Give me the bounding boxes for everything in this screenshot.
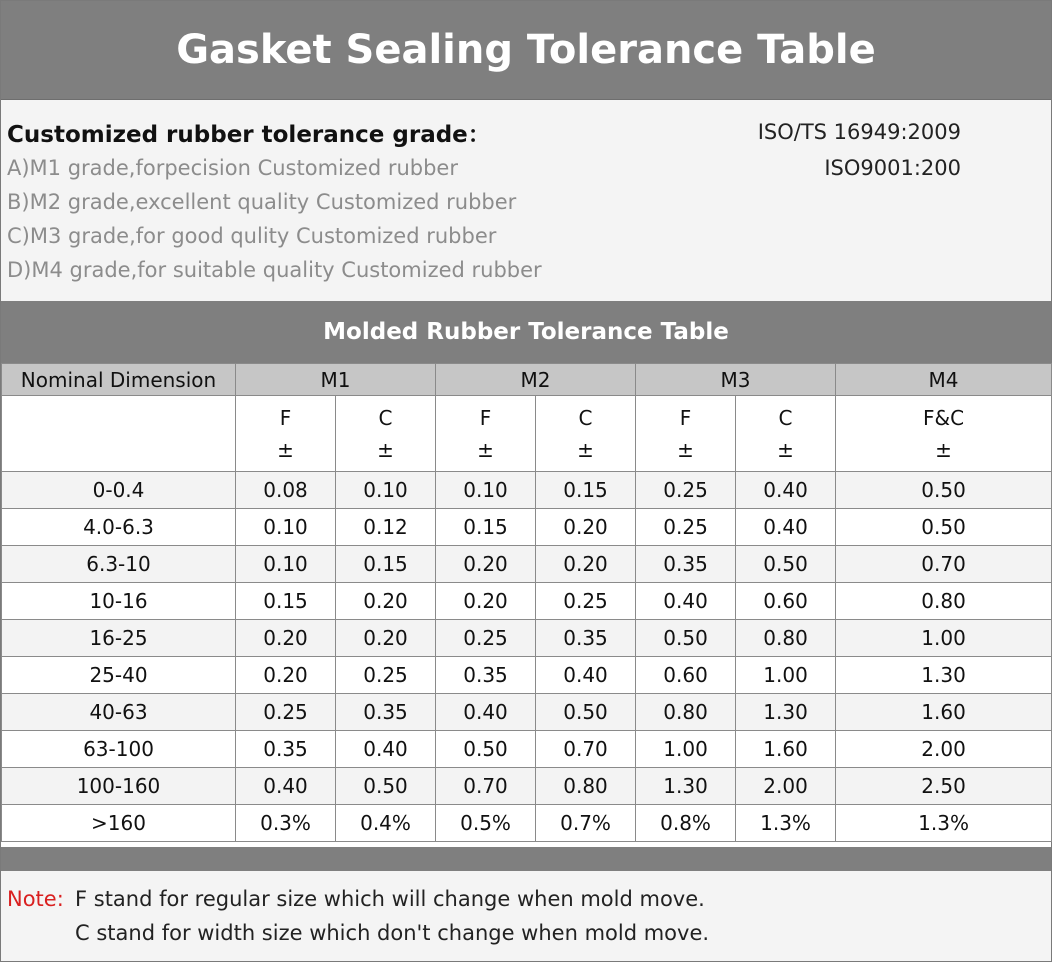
tolerance-cell: 0.20 [236, 657, 336, 694]
tolerance-cell: 0.20 [436, 583, 536, 620]
nominal-dimension-cell: 4.0-6.3 [2, 509, 236, 546]
tolerance-cell: 0.20 [336, 583, 436, 620]
tolerance-cell: 0.20 [536, 509, 636, 546]
tolerance-cell: 0.25 [636, 472, 736, 509]
grade-line-m3: C)M3 grade,for good qulity Customized rubber [7, 224, 497, 248]
plus-minus-sign: ± [677, 437, 694, 462]
sub-header-m3-f [636, 396, 736, 472]
tolerance-cell: 1.60 [736, 731, 836, 768]
grade-line-m4: D)M4 grade,for suitable quality Customized rubber [7, 258, 542, 282]
tolerance-cell: 0.25 [336, 657, 436, 694]
nominal-dimension-cell: >160 [2, 805, 236, 842]
tolerance-cell: 2.00 [836, 731, 1052, 768]
sub-header-blank [2, 396, 236, 472]
note-line-c: C stand for width size which don't change when mold move. [75, 921, 710, 945]
table-row [2, 657, 1052, 694]
nominal-dimension-cell: 0-0.4 [2, 472, 236, 509]
tolerance-cell: 1.3% [736, 805, 836, 842]
tolerance-cell: 0.12 [336, 509, 436, 546]
nominal-dimension-cell: 100-160 [2, 768, 236, 805]
grade-info-panel [1, 100, 1051, 301]
nominal-dimension-header: Nominal Dimension [2, 364, 236, 396]
tolerance-cell: 0.40 [636, 583, 736, 620]
tolerance-cell: 0.50 [436, 731, 536, 768]
tolerance-cell: 0.35 [336, 694, 436, 731]
tolerance-cell: 1.00 [736, 657, 836, 694]
nominal-dimension-cell: 16-25 [2, 620, 236, 657]
plus-minus-sign: ± [577, 437, 594, 462]
table-row [2, 583, 1052, 620]
tolerance-cell: 0.70 [436, 768, 536, 805]
table-row [2, 768, 1052, 805]
table-row [2, 805, 1052, 842]
sub-header-row [2, 396, 1052, 472]
sub-header-m2-f [436, 396, 536, 472]
nominal-dimension-cell: 10-16 [2, 583, 236, 620]
grade-heading: Customized rubber tolerance grade： [7, 122, 491, 148]
tolerance-cell: 0.60 [736, 583, 836, 620]
tolerance-cell: 0.25 [436, 620, 536, 657]
sub-label-fc: F&C [923, 405, 965, 430]
tolerance-cell: 0.3% [236, 805, 336, 842]
group-header-m1: M1 [236, 364, 436, 396]
cert-iso9001: ISO9001:200 [824, 156, 961, 180]
nominal-dimension-cell: 63-100 [2, 731, 236, 768]
sub-header-m3-c [736, 396, 836, 472]
tolerance-cell: 0.4% [336, 805, 436, 842]
tolerance-cell: 0.60 [636, 657, 736, 694]
tolerance-cell: 0.80 [536, 768, 636, 805]
group-header-m4: M4 [836, 364, 1052, 396]
group-header-m2: M2 [436, 364, 636, 396]
tolerance-cell: 0.25 [536, 583, 636, 620]
group-header-m3: M3 [636, 364, 836, 396]
table-row [2, 546, 1052, 583]
tolerance-cell: 0.20 [536, 546, 636, 583]
tolerance-cell: 0.70 [836, 546, 1052, 583]
tolerance-cell: 0.10 [436, 472, 536, 509]
tolerance-cell: 0.40 [436, 694, 536, 731]
tolerance-cell: 0.15 [436, 509, 536, 546]
nominal-dimension-cell: 6.3-10 [2, 546, 236, 583]
tolerance-cell: 0.50 [636, 620, 736, 657]
tolerance-cell: 0.25 [636, 509, 736, 546]
tolerance-cell: 0.15 [236, 583, 336, 620]
sub-header-m2-c [536, 396, 636, 472]
nominal-dimension-cell: 40-63 [2, 694, 236, 731]
tolerance-cell: 0.25 [236, 694, 336, 731]
tolerance-cell: 0.40 [536, 657, 636, 694]
tolerance-cell: 2.50 [836, 768, 1052, 805]
plus-minus-sign: ± [935, 437, 952, 462]
sub-label-f: F [279, 405, 292, 430]
tolerance-cell: 0.15 [536, 472, 636, 509]
plus-minus-sign: ± [277, 437, 294, 462]
tolerance-cell: 0.40 [236, 768, 336, 805]
tolerance-cell: 1.30 [636, 768, 736, 805]
sub-header-m1-f [236, 396, 336, 472]
tolerance-cell: 0.35 [436, 657, 536, 694]
sub-label-f: F [479, 405, 492, 430]
footer-divider-bar [1, 847, 1051, 871]
tolerance-cell: 0.10 [336, 472, 436, 509]
tolerance-cell: 1.00 [636, 731, 736, 768]
tolerance-cell: 0.20 [436, 546, 536, 583]
tolerance-cell: 2.00 [736, 768, 836, 805]
plus-minus-sign: ± [777, 437, 794, 462]
tolerance-cell: 0.35 [636, 546, 736, 583]
tolerance-cell: 0.80 [836, 583, 1052, 620]
tolerance-cell: 1.3% [836, 805, 1052, 842]
plus-minus-sign: ± [377, 437, 394, 462]
note-line-f: F stand for regular size which will change when mold move. [75, 887, 705, 911]
tolerance-cell: 0.35 [536, 620, 636, 657]
tolerance-cell: 1.00 [836, 620, 1052, 657]
tolerance-cell: 0.35 [236, 731, 336, 768]
table-row [2, 694, 1052, 731]
table-title: Molded Rubber Tolerance Table [1, 301, 1051, 363]
sub-label-c: C [578, 405, 593, 430]
tolerance-cell: 0.50 [336, 768, 436, 805]
page-title: Gasket Sealing Tolerance Table [1, 1, 1051, 100]
tolerance-cell: 0.50 [836, 509, 1052, 546]
tolerance-cell: 1.60 [836, 694, 1052, 731]
grade-line-m1: A)M1 grade,forpecision Customized rubber [7, 156, 458, 180]
table-row [2, 472, 1052, 509]
sub-header-m4-fc [836, 396, 1052, 472]
table-row [2, 620, 1052, 657]
sub-label-c: C [378, 405, 393, 430]
tolerance-cell: 0.40 [336, 731, 436, 768]
tolerance-cell: 0.20 [236, 620, 336, 657]
tolerance-cell: 0.15 [336, 546, 436, 583]
tolerance-cell: 0.50 [536, 694, 636, 731]
tolerance-cell: 0.80 [736, 620, 836, 657]
tolerance-cell: 0.5% [436, 805, 536, 842]
tolerance-cell: 0.40 [736, 472, 836, 509]
cert-iso-ts: ISO/TS 16949:2009 [757, 120, 961, 144]
note-panel [1, 871, 1051, 961]
note-label: Note: [7, 887, 64, 911]
tolerance-cell: 0.8% [636, 805, 736, 842]
tolerance-cell: 0.7% [536, 805, 636, 842]
tolerance-cell: 0.08 [236, 472, 336, 509]
tolerance-cell: 0.80 [636, 694, 736, 731]
grade-line-m2: B)M2 grade,excellent quality Customized rubber [7, 190, 517, 214]
plus-minus-sign: ± [477, 437, 494, 462]
tolerance-cell: 0.70 [536, 731, 636, 768]
sub-label-f: F [679, 405, 692, 430]
tolerance-cell: 0.10 [236, 509, 336, 546]
nominal-dimension-cell: 25-40 [2, 657, 236, 694]
tolerance-cell: 0.10 [236, 546, 336, 583]
tolerance-cell: 0.40 [736, 509, 836, 546]
sub-label-c: C [778, 405, 793, 430]
sub-header-m1-c [336, 396, 436, 472]
table-row [2, 731, 1052, 768]
tolerance-cell: 1.30 [736, 694, 836, 731]
tolerance-cell: 0.20 [336, 620, 436, 657]
tolerance-cell: 0.50 [736, 546, 836, 583]
tolerance-cell: 1.30 [836, 657, 1052, 694]
group-header-row [2, 364, 1052, 396]
table-row [2, 509, 1052, 546]
tolerance-table [1, 363, 1052, 842]
tolerance-cell: 0.50 [836, 472, 1052, 509]
